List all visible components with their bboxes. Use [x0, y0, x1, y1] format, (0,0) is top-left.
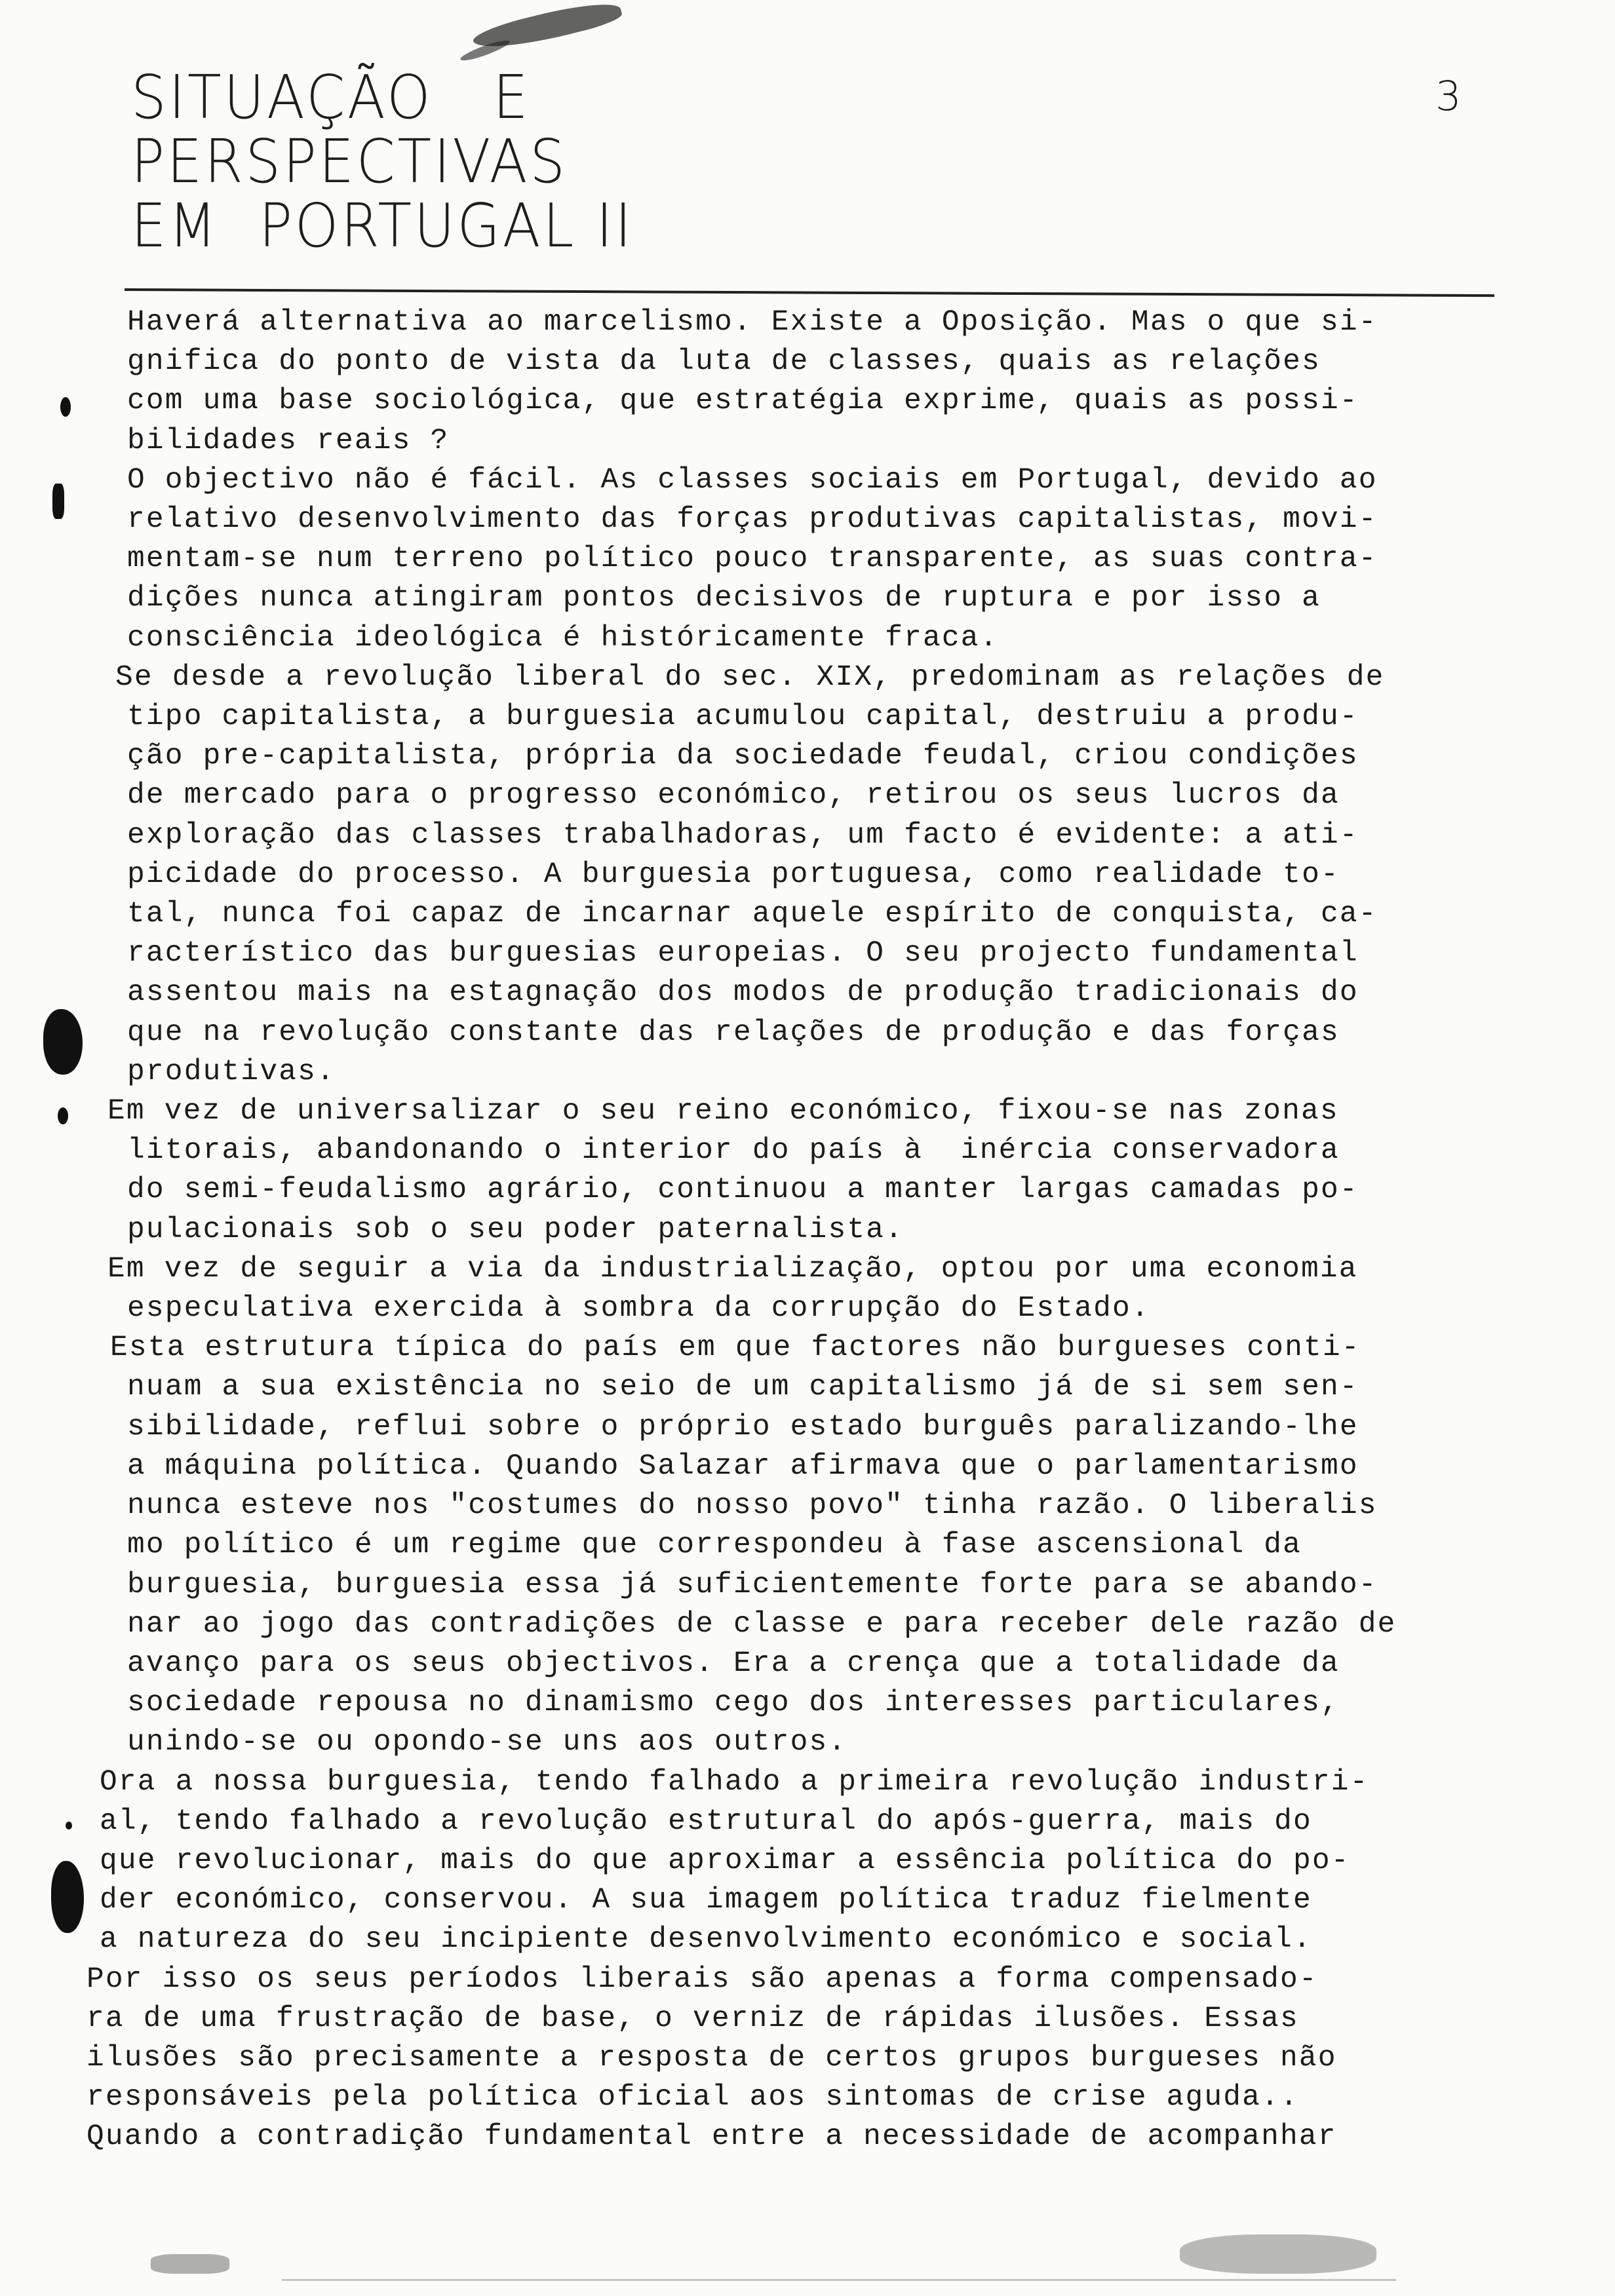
title-line-3: EM PORTUGAL II [131, 191, 634, 261]
text-line: Ora a nossa burguesia, tendo falhado a primeira revolução industri- [100, 1765, 1369, 1799]
text-line: exploração das classes trabalhadoras, um facto é evidente: a ati- [127, 818, 1359, 852]
text-line: Em vez de seguir a via da industrialização, optou por uma economia [107, 1252, 1358, 1286]
text-line: Haverá alternativa ao marcelismo. Existe a Oposição. Mas o que si- [127, 306, 1378, 339]
text-line: relativo desenvolvimento das forças produtivas capitalistas, movi- [127, 503, 1378, 537]
title-line-2: PERSPECTIVAS [131, 126, 568, 197]
text-line: Quando a contradição fundamental entre a necessidade de acompanhar [87, 2120, 1337, 2154]
text-line: nunca esteve nos "costumes do nosso povo" tinha razão. O liberalis [127, 1489, 1378, 1523]
text-line: ra de uma frustração de base, o verniz de rápidas ilusões. Essas [87, 2002, 1299, 2035]
text-line: especulativa exercida à sombra da corrupção do Estado. [127, 1292, 1150, 1326]
text-line: Se desde a revolução liberal do sec. XIX, predominam as relações de [115, 660, 1385, 694]
text-line: sibilidade, reflui sobre o próprio estado burguês paralizando-lhe [127, 1410, 1359, 1444]
title-rule [125, 288, 1494, 297]
title-line-1: SITUAÇÃO E [131, 62, 531, 132]
margin-mark-5 [66, 1822, 72, 1829]
text-line: litorais, abandonando o interior do país à inércia conservadora [127, 1134, 1340, 1168]
text-line: a máquina política. Quando Salazar afirmava que o parlamentarismo [127, 1449, 1359, 1483]
text-line: bilidades reais ? [127, 424, 450, 457]
text-line: Por isso os seus períodos liberais são apenas a forma compensado- [87, 1962, 1318, 1996]
text-line: der económico, conservou. A sua imagem política traduz fielmente [100, 1884, 1312, 1917]
text-line: O objectivo não é fácil. As classes sociais em Portugal, devido ao [127, 463, 1378, 497]
margin-mark-2 [52, 484, 64, 519]
document-title [131, 62, 634, 261]
margin-mark-3 [43, 1009, 83, 1075]
text-line: gnifica do ponto de vista da luta de classes, quais as relações [127, 345, 1321, 379]
text-line: produtivas. [127, 1055, 336, 1088]
text-line: Em vez de universalizar o seu reino económico, fixou-se nas zonas [107, 1095, 1339, 1128]
text-line: do semi-feudalismo agrário, continuou a manter largas camadas po- [127, 1174, 1359, 1207]
text-line: mo político é um regime que correspondeu à fase ascensional da [127, 1529, 1302, 1562]
page-number: 3 [1435, 72, 1462, 120]
text-line: a natureza do seu incipiente desenvolvimento económico e social. [100, 1923, 1312, 1957]
text-line: nar ao jogo das contradições de classe e para receber dele razão de [127, 1607, 1397, 1641]
text-line: burguesia, burguesia essa já suficientemente forte para se abando- [127, 1568, 1378, 1601]
text-line: sociedade repousa no dinamismo cego dos interesses particulares, [127, 1687, 1340, 1720]
text-line: unindo-se ou opondo-se uns aos outros. [127, 1726, 847, 1759]
text-line: Esta estrutura típica do país em que factores não burgueses conti- [110, 1331, 1361, 1365]
text-line: al, tendo falhado a revolução estrutural do após-guerra, mais do [100, 1805, 1312, 1838]
margin-mark-6 [51, 1861, 84, 1933]
margin-mark-1 [60, 397, 71, 417]
text-line: ilusões são precisamente a resposta de certos grupos burgueses não [87, 2041, 1337, 2075]
text-line: de mercado para o progresso económico, retirou os seus lucros da [127, 779, 1340, 813]
text-line: tal, nunca foi capaz de incarnar aquele espírito de conquista, ca- [127, 898, 1378, 931]
text-line: responsáveis pela política oficial aos sintomas de crise aguda.. [87, 2081, 1299, 2114]
text-line: nuam a sua existência no seio de um capitalismo já de si sem sen- [127, 1371, 1359, 1404]
text-line: com uma base sociológica, que estratégia exprime, quais as possi- [127, 385, 1359, 418]
text-line: assentou mais na estagnação dos modos de produção tradicionais do [127, 976, 1359, 1010]
text-line: dições nunca atingiram pontos decisivos de ruptura e por isso a [127, 582, 1321, 615]
scan-smudge-bottom-left [151, 2254, 229, 2274]
text-line: consciência ideológica é históricamente fraca. [127, 621, 999, 655]
text-line: racterístico das burguesias europeias. O seu projecto fundamental [127, 937, 1359, 970]
scan-smudge-bottom-right [1180, 2234, 1376, 2274]
scan-rule-bottom [282, 2279, 1396, 2281]
text-line: picidade do processo. A burguesia portuguesa, como realidade to- [127, 858, 1340, 891]
body-text [81, 303, 1497, 2157]
text-line: que revolucionar, mais do que aproximar a essência política do po- [100, 1844, 1350, 1877]
margin-mark-4 [58, 1107, 68, 1124]
text-line: tipo capitalista, a burguesia acumulou capital, destruiu a produ- [127, 700, 1359, 734]
text-line: ção pre-capitalista, própria da sociedade feudal, criou condições [127, 740, 1359, 773]
text-line: avanço para os seus objectivos. Era a crença que a totalidade da [127, 1647, 1340, 1680]
text-line: mentam-se num terreno político pouco transparente, as suas contra- [127, 543, 1378, 576]
text-line: pulacionais sob o seu poder paternalista. [127, 1213, 905, 1246]
text-line: que na revolução constante das relações de produção e das forças [127, 1016, 1340, 1049]
